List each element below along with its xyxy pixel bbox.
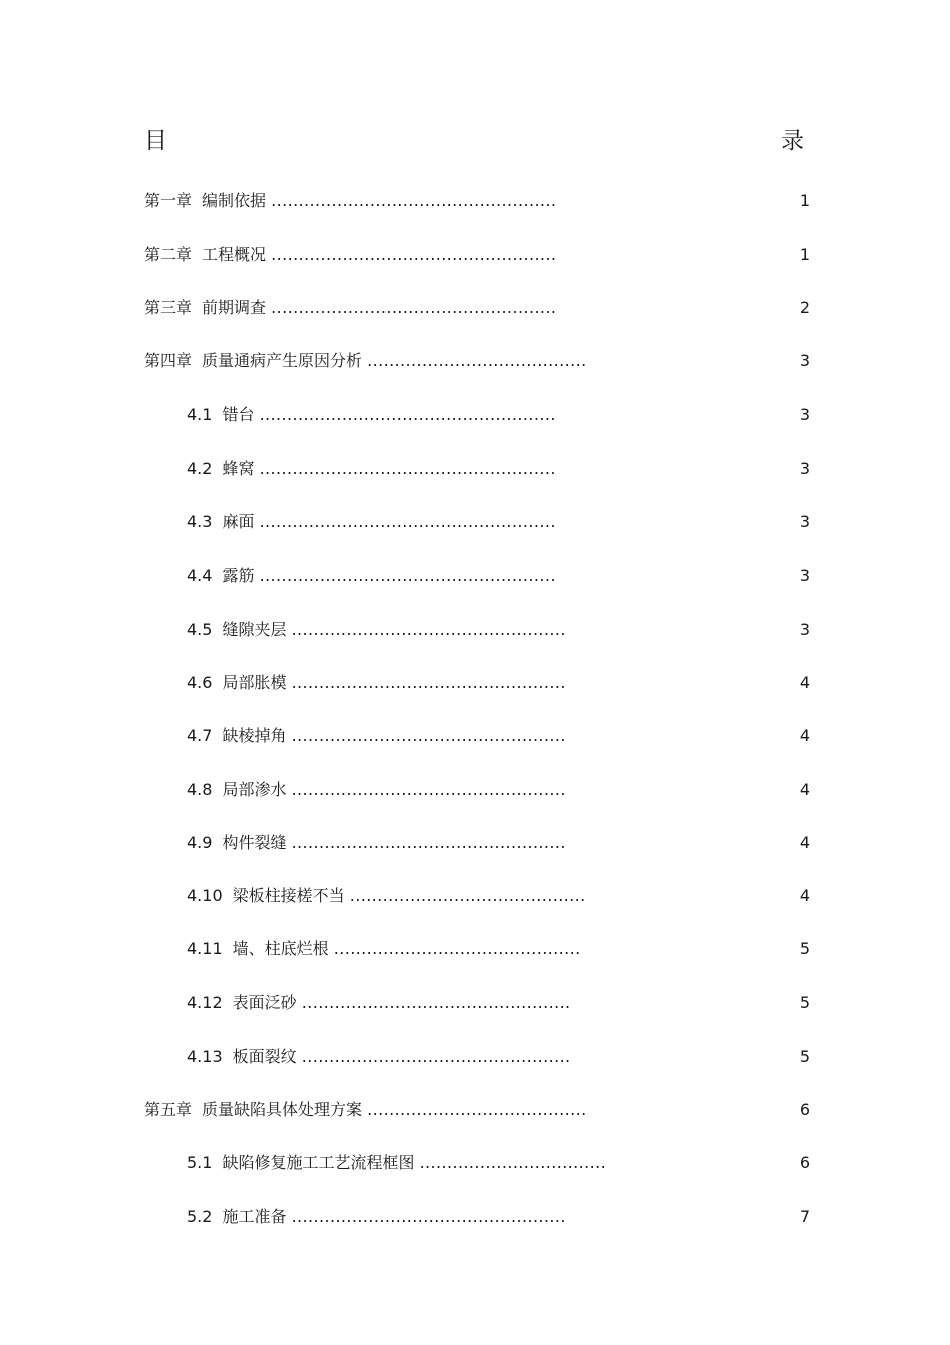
toc-entry-4-13[interactable] (187, 1045, 571, 1069)
toc-leader-dots: .................................................... (271, 245, 557, 264)
toc-leader-dots: ...................................................... (259, 405, 556, 424)
toc-entry-number: 4.4 (187, 566, 213, 585)
toc-leader-dots: ........................................ (367, 1100, 587, 1119)
toc-entry-title: 露筋 (222, 566, 255, 585)
toc-entry-number: 第五章 (144, 1100, 193, 1119)
toc-page-number: 4 (799, 726, 810, 745)
toc-title-left: 目 (144, 128, 167, 154)
toc-page-number: 5 (799, 1047, 810, 1066)
toc-entry-chapter-2[interactable] (144, 243, 556, 267)
toc-entry-4-2[interactable] (187, 457, 556, 481)
toc-entry-4-7[interactable] (187, 724, 566, 748)
toc-page-number: 6 (799, 1153, 810, 1172)
toc-entry-4-8[interactable] (187, 778, 566, 802)
toc-leader-dots: ................................................. (301, 1047, 571, 1066)
toc-entry-number: 4.6 (187, 673, 213, 692)
toc-entry-number: 4.5 (187, 620, 213, 639)
toc-entry-title: 质量通病产生原因分析 (202, 351, 363, 370)
toc-page-number: 3 (799, 351, 810, 370)
toc-entry-title: 质量缺陷具体处理方案 (202, 1100, 363, 1119)
toc-entry-number: 4.11 (187, 939, 223, 958)
toc-leader-dots: .................................................. (291, 620, 566, 639)
toc-entry-title: 局部渗水 (222, 780, 287, 799)
toc-leader-dots: .................................................. (291, 726, 566, 745)
toc-leader-dots: ...................................................... (259, 566, 556, 585)
toc-entry-4-1[interactable] (187, 403, 556, 427)
toc-entry-chapter-1[interactable] (144, 189, 556, 213)
toc-entry-title: 表面泛砂 (232, 993, 297, 1012)
toc-entry-number: 5.2 (187, 1207, 213, 1226)
toc-entry-chapter-5[interactable] (144, 1098, 587, 1122)
toc-entry-title: 缺棱掉角 (222, 726, 287, 745)
toc-page-number: 7 (799, 1207, 810, 1226)
toc-leader-dots: .................................................. (291, 833, 566, 852)
toc-entry-title: 麻面 (222, 512, 255, 531)
toc-page-number: 3 (799, 620, 810, 639)
toc-entry-title: 前期调查 (202, 298, 267, 317)
toc-entry-number: 4.2 (187, 459, 213, 478)
toc-entry-4-10[interactable] (187, 884, 586, 908)
toc-entry-title: 施工准备 (222, 1207, 287, 1226)
toc-page-number: 4 (799, 886, 810, 905)
toc-leader-dots: .................................. (419, 1153, 607, 1172)
toc-page-number: 5 (799, 993, 810, 1012)
toc-entry-title: 墙、柱底烂根 (232, 939, 329, 958)
toc-leader-dots: .................................................... (271, 191, 557, 210)
toc-page-number: 2 (799, 298, 810, 317)
toc-entry-title: 缺陷修复施工工艺流程框图 (222, 1153, 415, 1172)
toc-page-number: 4 (799, 780, 810, 799)
toc-entry-number: 5.1 (187, 1153, 213, 1172)
toc-entry-title: 缝隙夹层 (222, 620, 287, 639)
toc-entry-chapter-3[interactable] (144, 296, 556, 320)
toc-page-number: 1 (799, 191, 810, 210)
toc-entry-number: 第一章 (144, 191, 193, 210)
toc-entry-number: 第三章 (144, 298, 193, 317)
toc-entry-4-5[interactable] (187, 618, 566, 642)
toc-entry-4-4[interactable] (187, 564, 556, 588)
toc-page-number: 4 (799, 833, 810, 852)
toc-page-number: 3 (799, 459, 810, 478)
toc-page-number: 5 (799, 939, 810, 958)
toc-leader-dots: .................................................... (271, 298, 557, 317)
toc-entry-number: 第二章 (144, 245, 193, 264)
toc-entry-title: 梁板柱接槎不当 (232, 886, 345, 905)
toc-entry-title: 工程概况 (202, 245, 267, 264)
toc-leader-dots: ................................................. (301, 993, 571, 1012)
toc-entry-number: 第四章 (144, 351, 193, 370)
toc-entry-title: 构件裂缝 (222, 833, 287, 852)
toc-entry-4-6[interactable] (187, 671, 566, 695)
toc-entry-4-3[interactable] (187, 510, 556, 534)
toc-entry-title: 错台 (222, 405, 255, 424)
toc-entry-5-1[interactable] (187, 1151, 606, 1175)
toc-page-number: 4 (799, 673, 810, 692)
toc-entry-number: 4.8 (187, 780, 213, 799)
toc-leader-dots: ............................................. (333, 939, 581, 958)
toc-entry-4-11[interactable] (187, 937, 581, 961)
toc-page-number: 3 (799, 512, 810, 531)
toc-entry-number: 4.7 (187, 726, 213, 745)
toc-leader-dots: .................................................. (291, 673, 566, 692)
toc-leader-dots: .................................................. (291, 1207, 566, 1226)
toc-page-number: 3 (799, 566, 810, 585)
toc-page-number: 1 (799, 245, 810, 264)
toc-entry-4-12[interactable] (187, 991, 571, 1015)
toc-page-number: 6 (799, 1100, 810, 1119)
toc-entry-title: 蜂窝 (222, 459, 255, 478)
toc-entry-title: 局部胀模 (222, 673, 287, 692)
toc-leader-dots: .................................................. (291, 780, 566, 799)
toc-entry-5-2[interactable] (187, 1205, 566, 1229)
toc-leader-dots: ........................................... (349, 886, 586, 905)
toc-entry-number: 4.13 (187, 1047, 223, 1066)
toc-entry-4-9[interactable] (187, 831, 566, 855)
toc-entry-number: 4.9 (187, 833, 213, 852)
toc-page-number: 3 (799, 405, 810, 424)
toc-leader-dots: ........................................ (367, 351, 587, 370)
toc-entry-number: 4.3 (187, 512, 213, 531)
toc-entry-number: 4.10 (187, 886, 223, 905)
toc-entry-title: 板面裂纹 (232, 1047, 297, 1066)
toc-leader-dots: ...................................................... (259, 512, 556, 531)
toc-entry-number: 4.1 (187, 405, 213, 424)
toc-leader-dots: ...................................................... (259, 459, 556, 478)
toc-title-right: 录 (781, 128, 804, 154)
toc-entry-title: 编制依据 (202, 191, 267, 210)
toc-entry-chapter-4[interactable] (144, 349, 587, 373)
toc-entry-number: 4.12 (187, 993, 223, 1012)
